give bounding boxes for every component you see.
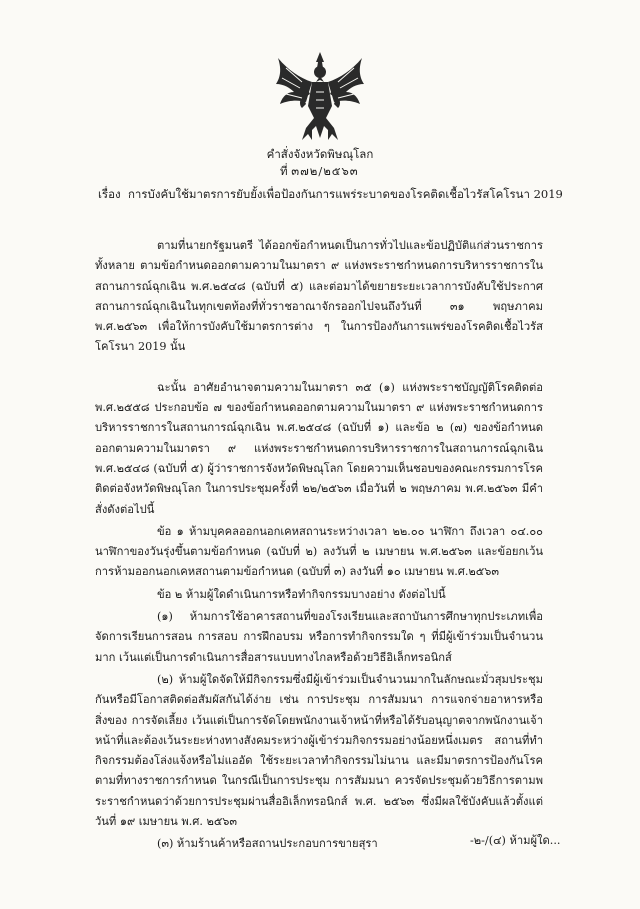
clause-1: ข้อ ๑ ห้ามบุคคลออกนอกเคหสถานระหว่างเวลา ๒๒.๐๐ นาฬิกา ถึงเวลา ๐๔.๐๐ นาฬิกาของวันรุ่งขึ้นตามข้อกำหนด (ฉบับที่ ๒) ลงวันที่ ๒ เมษายน พ.ศ.๒๕๖๓ และข้อยกเว้นการห้ามออกนอกเคหสถานตามข้อกำหนด (ฉบับที่ ๓) ลงวันที่ ๑๐ เมษายน พ.ศ.๒๕๖๓ (95, 524, 543, 579)
page-continuation: -๒-/(๔) ห้ามผู้ใด... (470, 834, 561, 847)
clause-2-item-3: (๓) ห้ามร้านค้าหรือสถานประกอบการขายสุรา (157, 837, 378, 851)
subject-text: การบังคับใช้มาตรการยับยั้งเพื่อป้องกันการแพร่ระบาดของโรคติดเชื้อไวรัสโคโรนา 2019 (127, 187, 563, 201)
document-body (95, 236, 543, 855)
clause-2: ข้อ ๒ ห้ามผู้ใดดำเนินการหรือทำกิจกรรมบางอย่าง ดังต่อไปนี้ (157, 587, 446, 601)
subject-line (98, 186, 568, 204)
paragraph-authority: ฉะนั้น อาศัยอำนาจตามความในมาตรา ๓๕ (๑) แห่งพระราชบัญญัติโรคติดต่อ พ.ศ.๒๕๕๘ ประกอบข้อ ๗ ของข้อกำหนดออกตามความในมาตรา ๙ แห่งพระราชกำหนดการบริหารราชการในสถานการณ์ฉุกเฉิน พ.ศ.๒๕๔๘ (ฉบับที่ ๑) และข้อ ๒ (๗) ของข้อกำหนดออกตามความในมาตรา ๙ แห่งพระราชกำหนดการบริหารราชการในสถานการณ์ฉุกเฉิน พ.ศ.๒๕๔๘ (ฉบับที่ ๕) ผู้ว่าราชการจังหวัดพิษณุโลก โดยความเห็นชอบของคณะกรรมการโรคติดต่อจังหวัดพิษณุโลก ในการประชุมครั้งที่ ๒๒/๒๕๖๓ เมื่อวันที่ ๒ พฤษภาคม พ.ศ.๒๕๖๓ มีคำสั่งดังต่อไปนี้ (95, 380, 543, 516)
order-number (280, 163, 359, 181)
order-number-prefix: ที่ (280, 164, 288, 178)
issuer-title: คำสั่งจังหวัดพิษณุโลก (266, 147, 374, 161)
garuda-emblem-icon (272, 48, 368, 148)
order-number-value: ๓๗๒/๒๕๖๓ (291, 164, 359, 178)
paragraph-preamble: ตามที่นายกรัฐมนตรี ได้ออกข้อกำหนดเป็นการทั่วไปและข้อปฏิบัติแก่ส่วนราชการทั้งหลาย ตามข้อกำหนดออกตามความในมาตรา ๙ แห่งพระราชกำหนดการบริหารราชการในสถานการณ์ฉุกเฉิน พ.ศ.๒๕๔๘ (ฉบับที่ ๕) และต่อมาได้ขยายระยะเวลาการบังคับใช้ประกาศสถานการณ์ฉุกเฉินในทุกเขตท้องที่ทั่วราชอาณาจักรออกไปจนถึงวันที่ ๓๑ พฤษภาคม พ.ศ.๒๕๖๓ เพื่อให้การบังคับใช้มาตรการต่าง ๆ ในการป้องกันการแพร่ของโรคติดเชื้อไวรัสโคโรนา 2019 นั้น (95, 239, 543, 354)
subject-label: เรื่อง (98, 187, 121, 201)
clause-2-item-2: (๒) ห้ามผู้ใดจัดให้มีกิจกรรมซึ่งมีผู้เข้าร่วมเป็นจำนวนมากในลักษณะมั่วสุมประชุมกันหรือมีโอกาสติดต่อสัมผัสกันได้ง่าย เช่น การประชุม การสัมมนา การแจกจ่ายอาหารหรือสิ่งของ การจัดเลี้ยง เว้นแต่เป็นการจัดโดยพนักงานเจ้าหน้าที่หรือได้รับอนุญาตจากพนักงานเจ้าหน้าที่และต้องเว้นระยะห่างทางสังคมระหว่างผู้เข้าร่วมกิจกรรมอย่างน้อยหนึ่งเมตร สถานที่ทำกิจกรรมต้องโล่งแจ้งหรือไม่แออัด ใช้ระยะเวลาทำกิจกรรมไม่นาน และมีมาตรการป้องกันโรคตามที่ทางราชการกำหนด ในกรณีเป็นการประชุม การสัมมนา ควรจัดประชุมด้วยวิธีการตามพระราชกำหนดว่าด้วยการประชุมผ่านสื่ออิเล็กทรอนิกส์ พ.ศ. ๒๕๖๓ ซึ่งมีผลใช้บังคับแล้วตั้งแต่วันที่ ๑๙ เมษายน พ.ศ. ๒๕๖๓ (95, 672, 543, 829)
clause-2-item-1: (๑) ห้ามการใช้อาคารสถานที่ของโรงเรียนและสถาบันการศึกษาทุกประเภทเพื่อจัดการเรียนการสอน การสอบ การฝึกอบรม หรือการทำกิจกรรมใด ๆ ที่มีผู้เข้าร่วมเป็นจำนวนมาก เว้นแต่เป็นการดำเนินการสื่อสารแบบทางไกลหรือด้วยวิธีอิเล็กทรอนิกส์ (95, 610, 543, 664)
